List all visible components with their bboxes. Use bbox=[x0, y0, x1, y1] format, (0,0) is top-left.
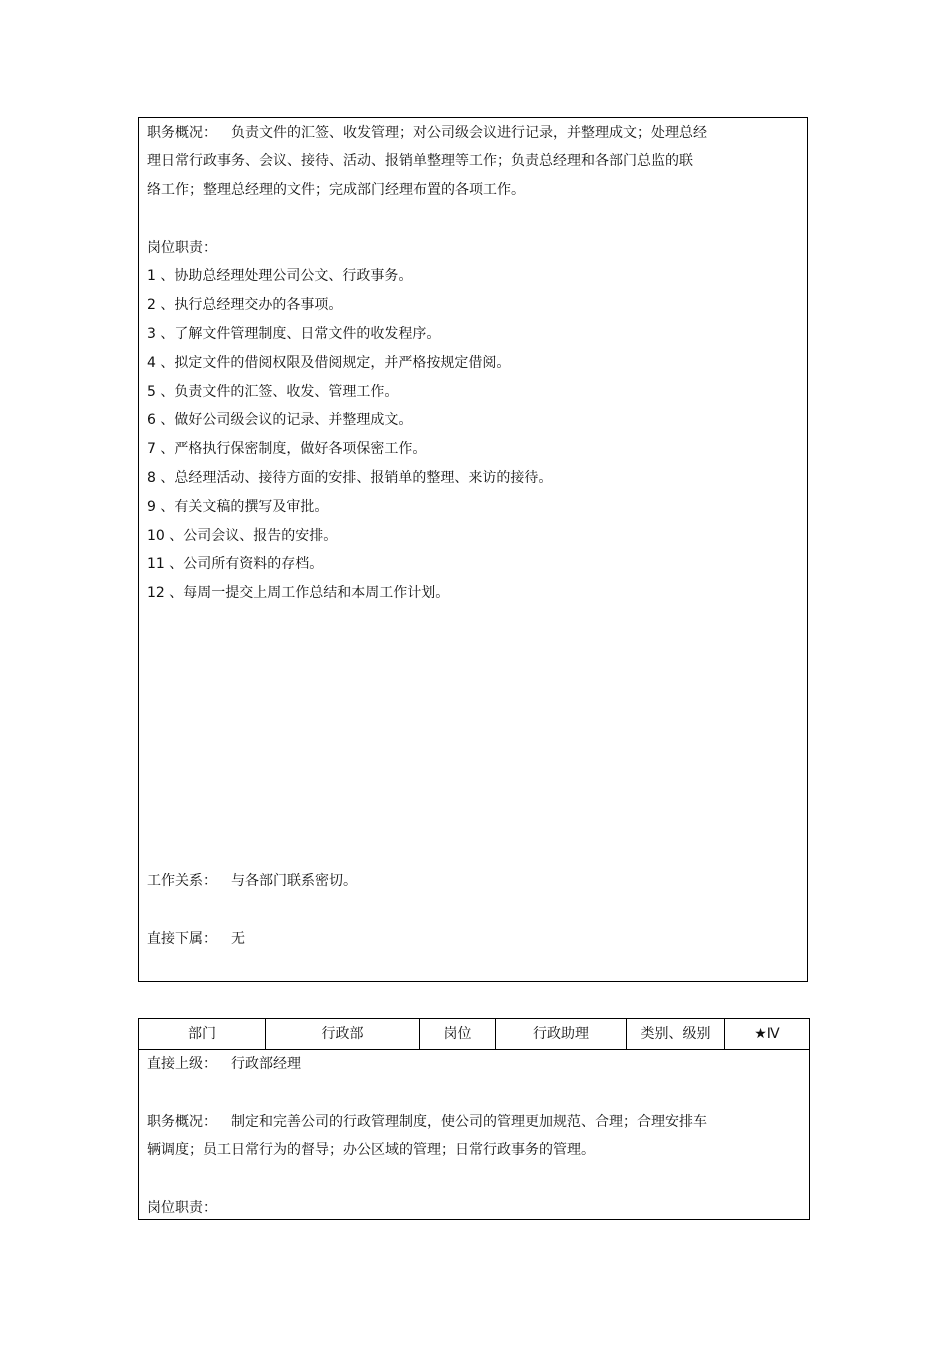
position-value-cell: 行政助理 bbox=[496, 1019, 627, 1049]
overview-line-3: 络工作；整理总经理的文件；完成部门经理布置的各项工作。 bbox=[147, 182, 525, 198]
direct-superior-value: 行政部经理 bbox=[231, 1056, 301, 1072]
category-level-label-cell: 类别、级别 bbox=[627, 1019, 725, 1049]
position-header-row bbox=[139, 1019, 809, 1050]
duty-item: 9 、有关文稿的撰写及审批。 bbox=[147, 499, 329, 515]
direct-superior bbox=[147, 1054, 301, 1074]
category-level-value-cell: ★Ⅳ bbox=[754, 1026, 780, 1042]
duty-item: 7 、严格执行保密制度，做好各项保密工作。 bbox=[147, 441, 427, 457]
direct-subordinate-value: 无 bbox=[231, 931, 245, 947]
duties-label: 岗位职责： bbox=[147, 240, 217, 256]
overview-label: 职务概况： bbox=[147, 125, 217, 141]
overview-label: 职务概况： bbox=[147, 1114, 217, 1130]
duty-item: 8 、总经理活动、接待方面的安排、报销单的整理、来访的接待。 bbox=[147, 470, 553, 486]
direct-subordinate bbox=[147, 929, 245, 949]
duty-item: 11 、公司所有资料的存档。 bbox=[147, 556, 324, 572]
duty-item: 3 、了解文件管理制度、日常文件的收发程序。 bbox=[147, 326, 441, 342]
department-value-cell: 行政部 bbox=[266, 1019, 420, 1049]
duty-item: 4 、拟定文件的借阅权限及借阅规定，并严格按规定借阅。 bbox=[147, 355, 511, 371]
duties-label: 岗位职责： bbox=[147, 1200, 217, 1216]
job-description-block-1 bbox=[138, 117, 808, 982]
overview-line-2: 理日常行政事务、会议、接待、活动、报销单整理等工作；负责总经理和各部门总监的联 bbox=[147, 153, 693, 169]
work-relation-value: 与各部门联系密切。 bbox=[231, 873, 357, 889]
position-label-cell: 岗位 bbox=[420, 1019, 496, 1049]
duty-item: 6 、做好公司级会议的记录、并整理成文。 bbox=[147, 412, 413, 428]
department-label-cell: 部门 bbox=[139, 1019, 266, 1049]
duty-item: 1 、协助总经理处理公司公文、行政事务。 bbox=[147, 268, 413, 284]
overview-line-1 bbox=[147, 1112, 707, 1132]
overview-line-1 bbox=[147, 123, 707, 143]
duty-item: 12 、每周一提交上周工作总结和本周工作计划。 bbox=[147, 585, 450, 601]
direct-superior-label: 直接上级： bbox=[147, 1056, 217, 1072]
overview-text: 制定和完善公司的行政管理制度，使公司的管理更加规范、合理；合理安排车 bbox=[231, 1114, 707, 1130]
overview-line-2: 辆调度；员工日常行为的督导；办公区域的管理；日常行政事务的管理。 bbox=[147, 1142, 595, 1158]
work-relation-label: 工作关系： bbox=[147, 873, 217, 889]
duty-item: 5 、负责文件的汇签、收发、管理工作。 bbox=[147, 384, 399, 400]
job-description-block-2 bbox=[138, 1018, 810, 1220]
overview-text: 负责文件的汇签、收发管理；对公司级会议进行记录，并整理成文；处理总经 bbox=[231, 125, 707, 141]
duty-item: 10 、公司会议、报告的安排。 bbox=[147, 528, 338, 544]
duty-item: 2 、执行总经理交办的各事项。 bbox=[147, 297, 343, 313]
direct-subordinate-label: 直接下属： bbox=[147, 931, 217, 947]
work-relation bbox=[147, 871, 357, 891]
